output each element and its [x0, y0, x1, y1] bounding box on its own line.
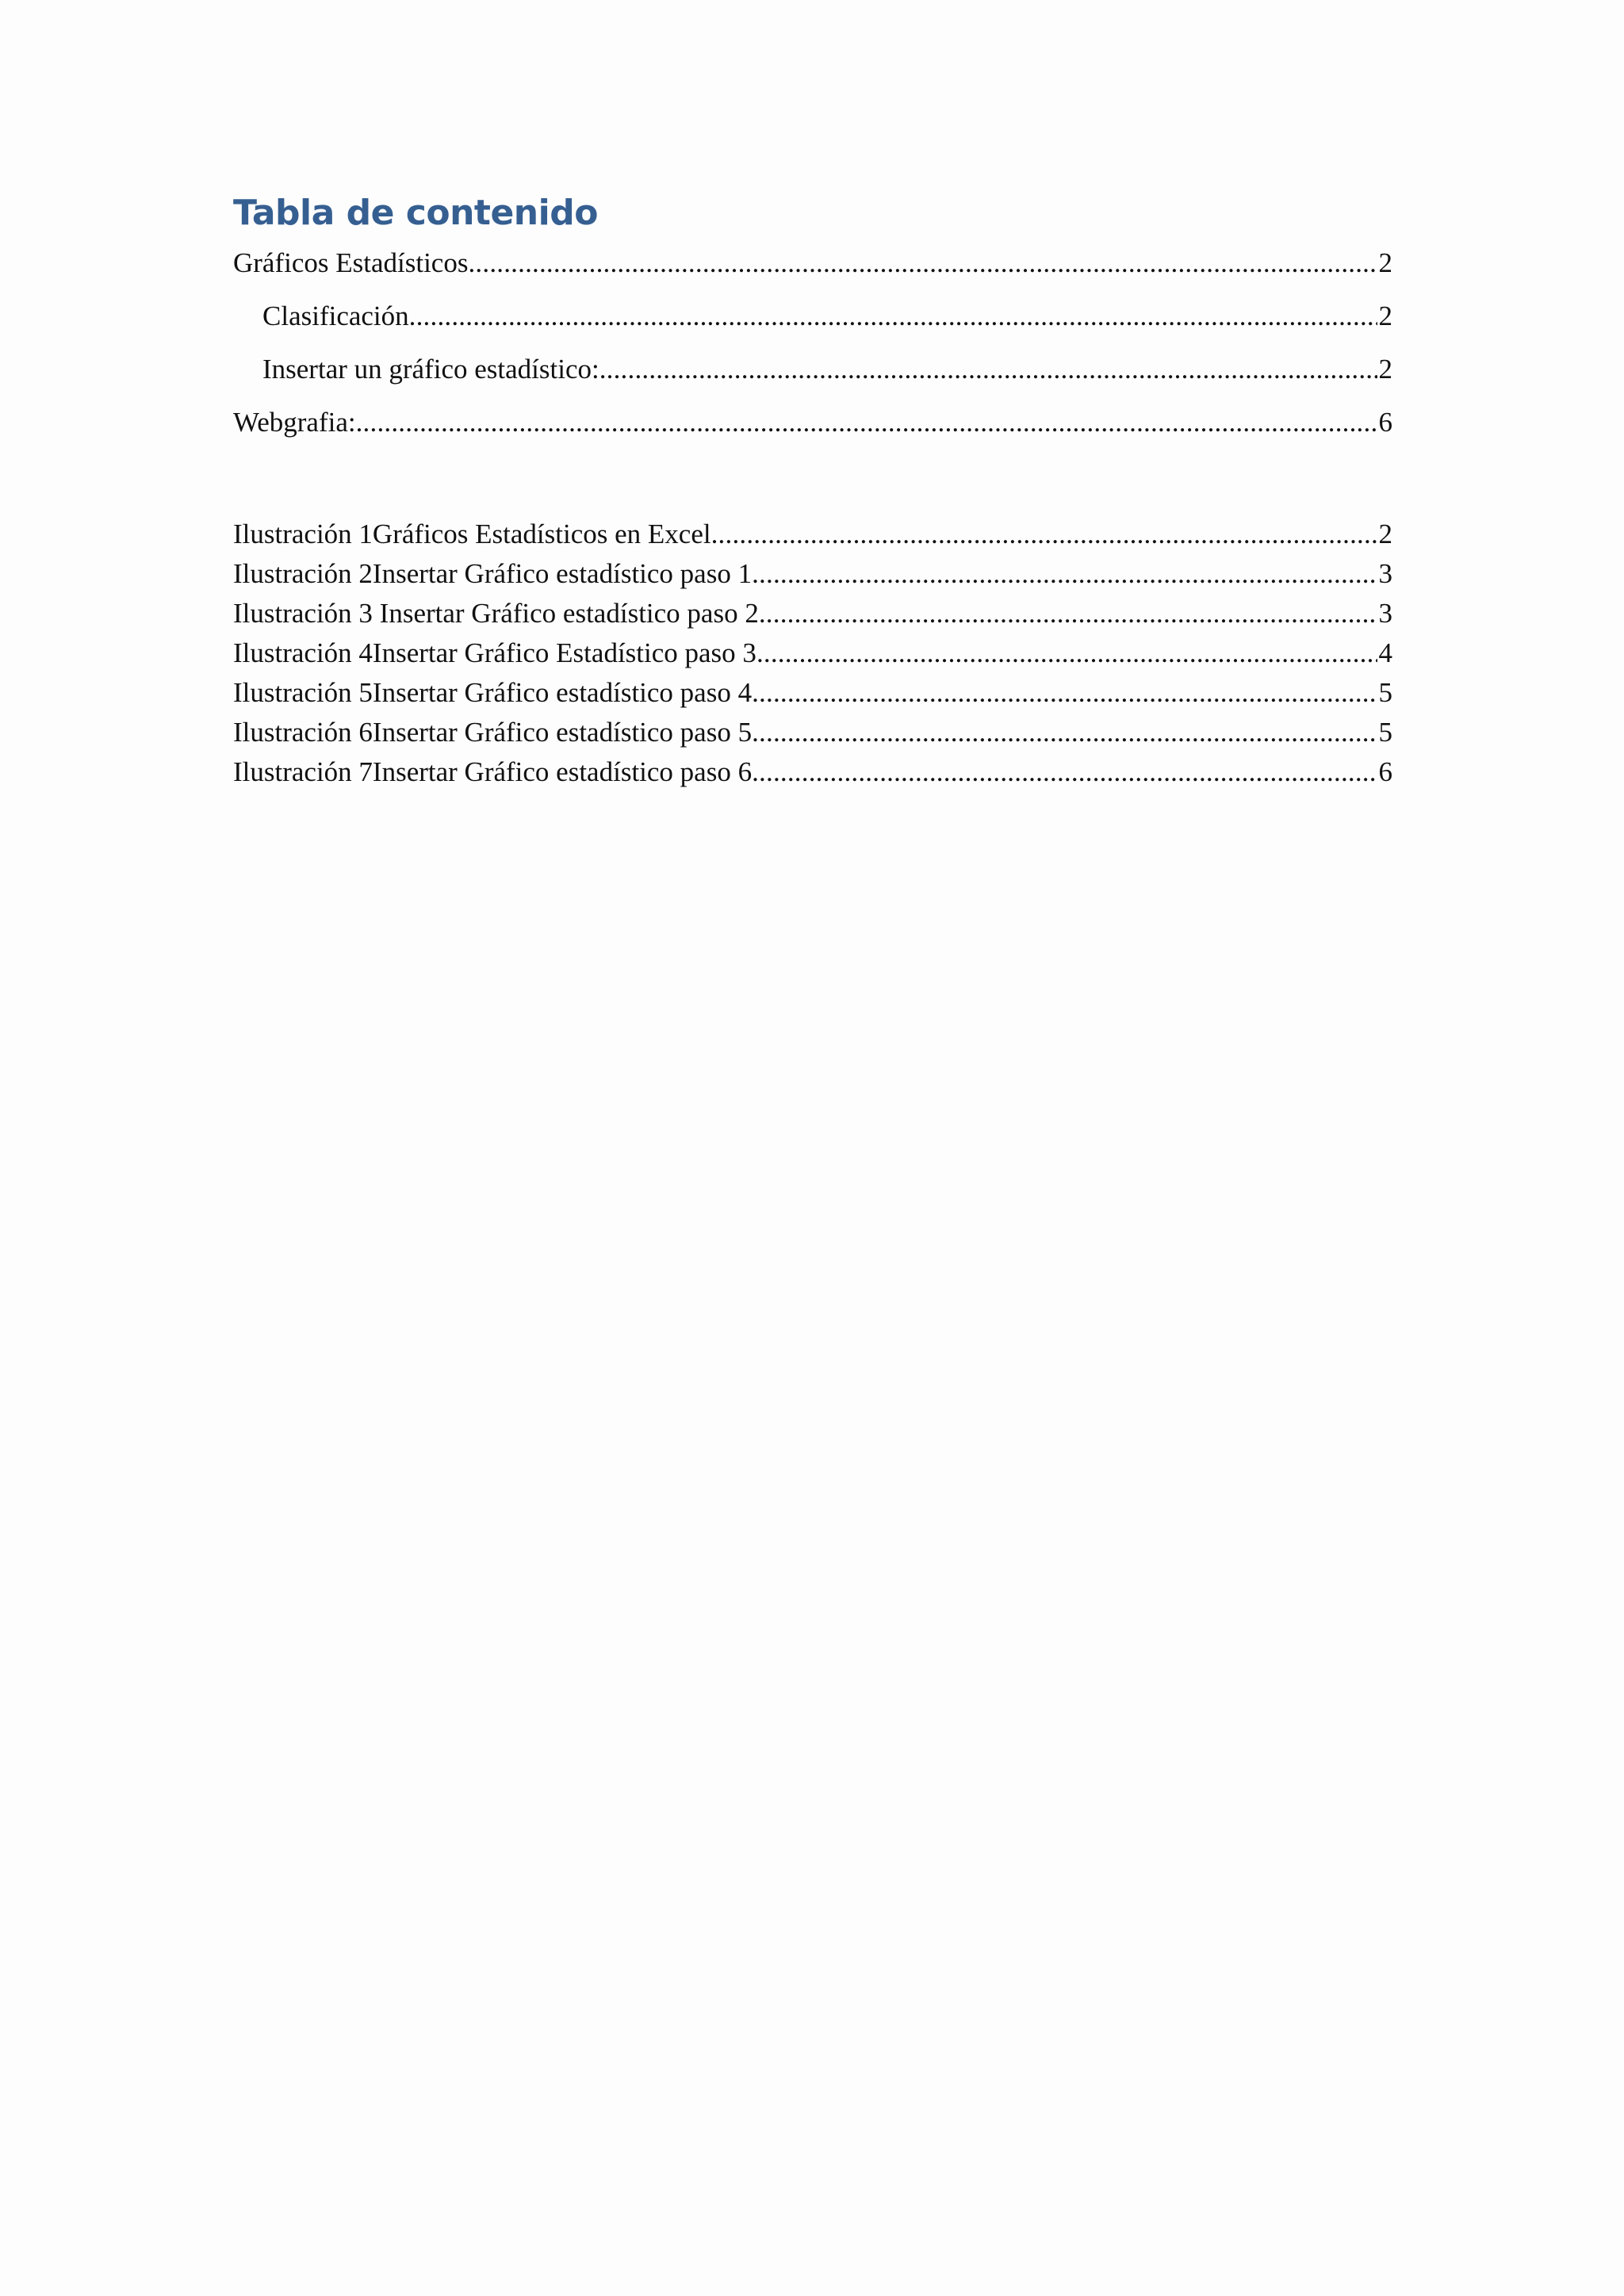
toc-entry[interactable]: [233, 289, 1392, 342]
toc-entry[interactable]: [233, 396, 1392, 449]
figure-entry[interactable]: [233, 713, 1392, 752]
page-content: [233, 190, 1392, 792]
figure-entry[interactable]: [233, 554, 1392, 594]
toc-entry-label: Gráficos Estadísticos: [233, 247, 469, 278]
figure-entry-label: Ilustración 1Gráficos Estadísticos en Excel: [233, 519, 711, 549]
toc-leader-dots: [468, 236, 1377, 289]
toc-title: Tabla de contenido: [233, 193, 598, 233]
figure-entry-label: Ilustración 4Insertar Gráfico Estadístico paso 3: [233, 637, 756, 668]
figure-leader-dots: [759, 594, 1377, 633]
figure-entry[interactable]: [233, 633, 1392, 673]
figure-entry-page: 5: [1378, 717, 1392, 748]
figure-leader-dots: [711, 515, 1377, 554]
figure-entry-page: 3: [1378, 598, 1392, 629]
toc-entry-page: 2: [1378, 300, 1392, 331]
figure-entry-label: Ilustración 2Insertar Gráfico estadístico paso 1: [233, 558, 753, 589]
figure-entry[interactable]: [233, 673, 1392, 713]
toc-entry[interactable]: [233, 342, 1392, 396]
toc-entry-label: Webgrafia:: [233, 407, 356, 438]
figure-entry-page: 5: [1378, 677, 1392, 708]
figure-entry-label: Ilustración 3 Insertar Gráfico estadístico paso 2: [233, 598, 759, 629]
toc-entry-label: Clasificación: [262, 300, 409, 331]
figure-leader-dots: [752, 673, 1377, 713]
toc-entry-page: 2: [1378, 354, 1392, 385]
figure-leader-dots: [752, 713, 1377, 752]
toc-leader-dots: [599, 342, 1377, 396]
figure-entry-label: Ilustración 7Insertar Gráfico estadístico paso 6: [233, 756, 753, 787]
figure-entry[interactable]: [233, 594, 1392, 633]
figure-entry-label: Ilustración 6Insertar Gráfico estadístico paso 5: [233, 717, 753, 748]
figure-leader-dots: [756, 633, 1377, 673]
figure-entry-page: 4: [1378, 637, 1392, 668]
toc-leader-dots: [356, 396, 1377, 449]
toc-entry-label: Insertar un gráfico estadístico:: [262, 354, 599, 385]
figure-entry[interactable]: [233, 515, 1392, 554]
toc-list: [233, 236, 1392, 449]
toc-entry[interactable]: [233, 236, 1392, 289]
figure-leader-dots: [752, 554, 1377, 594]
toc-entry-page: 6: [1378, 407, 1392, 438]
figure-entry-page: 2: [1378, 519, 1392, 549]
toc-entry-page: 2: [1378, 247, 1392, 278]
figure-index-list: [233, 515, 1392, 792]
toc-leader-dots: [409, 289, 1377, 342]
figure-entry-label: Ilustración 5Insertar Gráfico estadístico paso 4: [233, 677, 753, 708]
figure-entry[interactable]: [233, 752, 1392, 792]
figure-entry-page: 3: [1378, 558, 1392, 589]
figure-entry-page: 6: [1378, 756, 1392, 787]
figure-leader-dots: [752, 752, 1377, 792]
